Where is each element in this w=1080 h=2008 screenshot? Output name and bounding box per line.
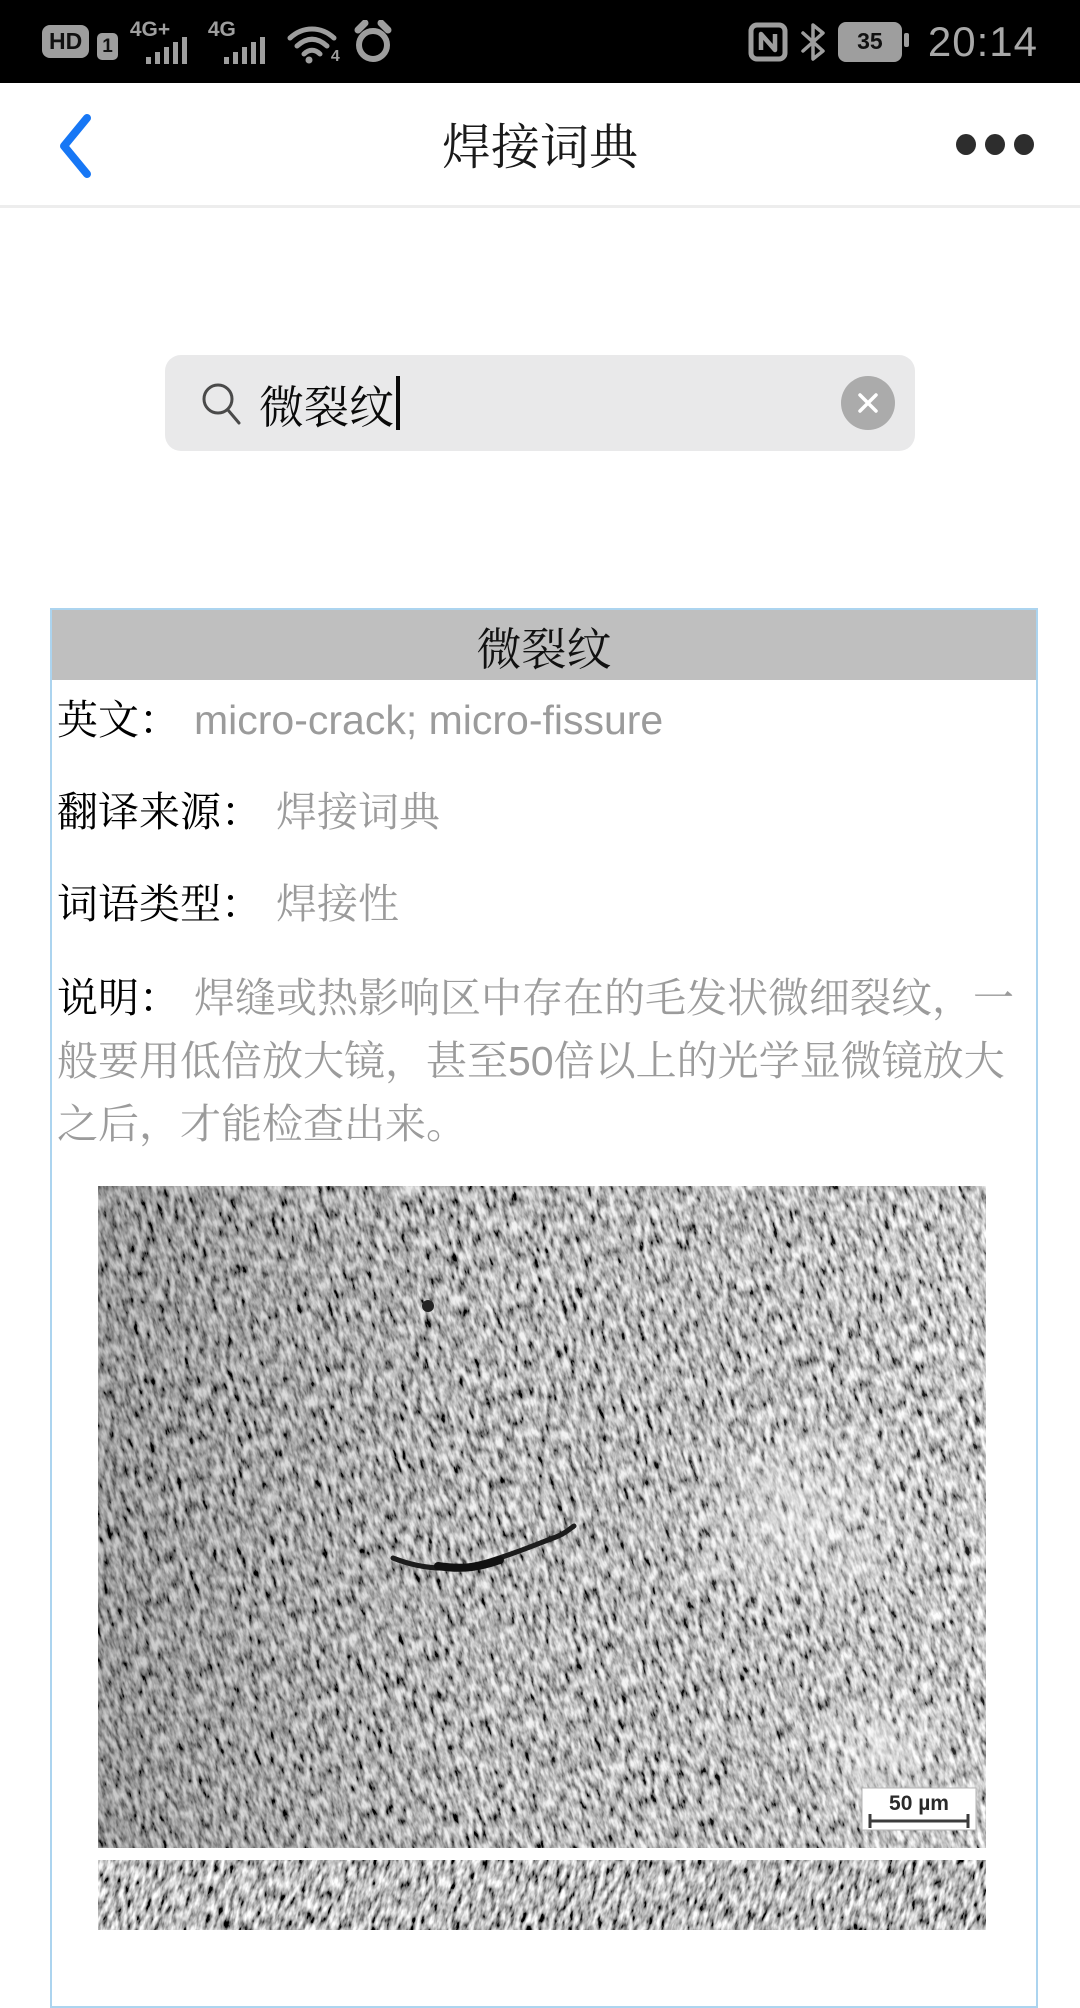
sim1-badge-icon: 1 [97, 33, 118, 60]
search-input[interactable] [165, 355, 915, 451]
field-value: 焊接性 [276, 881, 399, 927]
field-term-type [57, 879, 1026, 929]
field-value: micro-crack; micro-fissure [194, 697, 664, 743]
network-type-label: 4G+ [129, 17, 171, 41]
chevron-left-icon [53, 113, 95, 179]
micrograph-image [98, 1186, 986, 1848]
field-label: 词语类型： [57, 881, 262, 927]
clock-time: 20:14 [927, 17, 1038, 65]
search-icon [199, 380, 243, 426]
page-title: 焊接词典 [441, 121, 638, 175]
field-value: 焊接词典 [276, 789, 440, 835]
battery-icon [838, 22, 902, 62]
close-icon [856, 391, 880, 415]
more-menu-button[interactable] [940, 113, 1050, 175]
signal-sim1 [130, 18, 196, 66]
signal-sim2 [208, 18, 274, 66]
ellipsis-icon [1014, 134, 1034, 155]
status-right-cluster [748, 18, 1038, 66]
field-english [57, 695, 1026, 745]
ellipsis-icon [985, 134, 1005, 155]
scale-bar [862, 1788, 976, 1830]
status-bar [0, 0, 1080, 83]
entry-body [52, 695, 1036, 1930]
battery-level: 35 [857, 28, 883, 54]
back-button[interactable] [44, 111, 104, 181]
field-description [57, 967, 1026, 1156]
status-left-cluster [42, 18, 396, 66]
network-type-label: 4G [207, 17, 236, 41]
wifi-generation-label: 4 [330, 47, 340, 65]
scale-label: 50 µm [888, 1792, 949, 1815]
entry-card [50, 608, 1038, 2008]
field-label: 说明： [57, 975, 180, 1021]
field-label: 英文： [57, 697, 180, 743]
alarm-clock-icon [350, 20, 396, 64]
field-value: 焊缝或热影响区中存在的毛发状微细裂纹，一般要用低倍放大镜，甚至50倍以上的光学显微镜放大之后，才能检查出来。 [57, 975, 1014, 1147]
signal-bars-icon [146, 34, 194, 64]
field-label: 翻译来源： [57, 789, 262, 835]
text-caret [396, 376, 400, 430]
wifi-icon [286, 20, 338, 64]
clear-search-button[interactable] [841, 376, 895, 430]
hd-volte-icon: HD [42, 25, 89, 58]
field-translation-source [57, 787, 1026, 837]
entry-title: 微裂纹 [52, 610, 1036, 680]
battery-cap [904, 33, 909, 47]
signal-bars-icon [224, 34, 272, 64]
bluetooth-icon [800, 22, 826, 62]
ellipsis-icon [956, 134, 976, 155]
search-query-text: 微裂纹 [259, 381, 395, 433]
navbar [0, 83, 1080, 208]
nfc-icon [748, 22, 788, 62]
